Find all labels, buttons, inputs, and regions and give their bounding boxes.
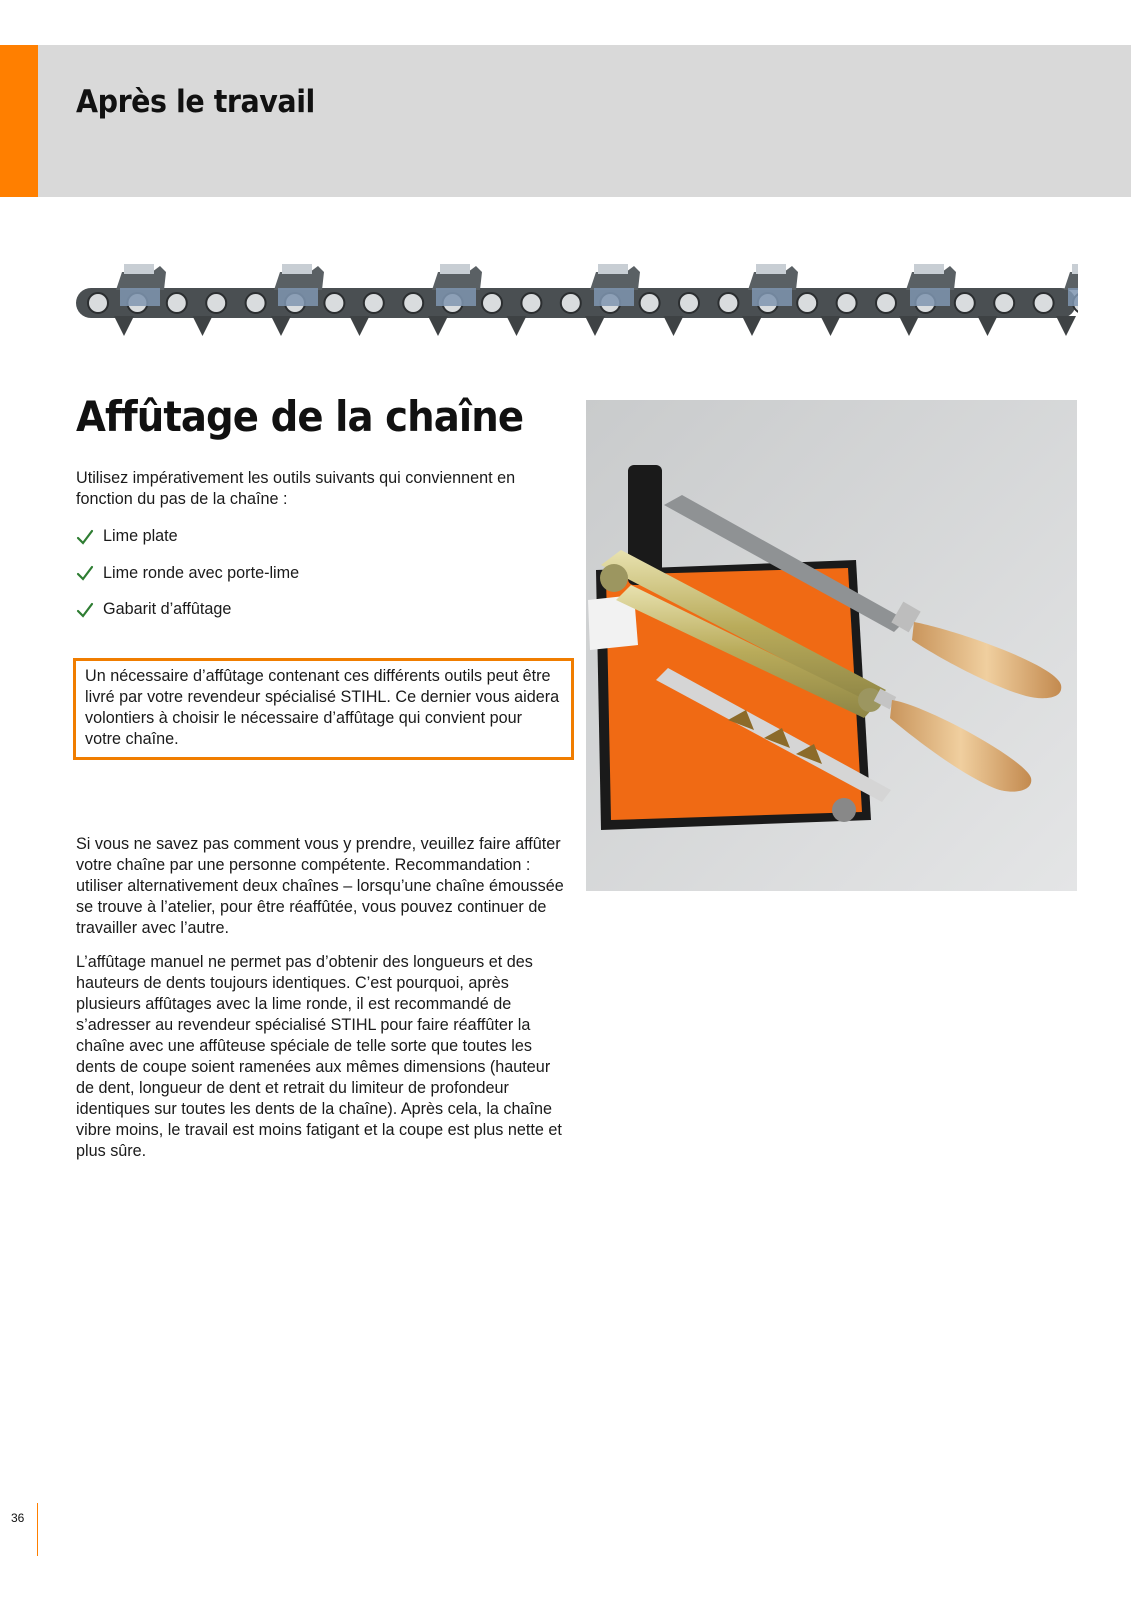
notice-box: [73, 658, 574, 760]
header-band: [0, 45, 1131, 197]
page-title: Après le travail: [76, 84, 315, 120]
tool-checklist: [76, 526, 556, 636]
checklist-item: [76, 526, 556, 547]
checklist-item-label: Lime plate: [103, 527, 178, 545]
check-icon: [76, 528, 94, 546]
page-number: 36: [11, 1511, 25, 1525]
notice-text: Un nécessaire d’affûtage contenant ces différents outils peut être livré par votre revendeur spécialisé STIHL. Ce dernier vous aidera volontiers à choisir le nécessaire d’affûtage qui convient pour votre chaîne.: [85, 667, 560, 748]
body-paragraph: Si vous ne savez pas comment vous y prendre, veuillez faire affûter votre chaîne par une personne compétente. Recommandation : utiliser alternativement deux chaînes – lorsqu’une chaîne émoussée se trouve à l’atelier, pour être réaffûtée, vous pouvez continuer de travailler avec l’autre.: [76, 835, 564, 937]
saw-chain-illustration: [74, 236, 1078, 364]
section-title: Affûtage de la chaîne: [76, 392, 524, 441]
checklist-item: [76, 563, 556, 584]
checklist-item-label: Lime ronde avec porte-lime: [103, 563, 300, 582]
check-icon: [76, 601, 94, 619]
intro-text: Utilisez impérativement les outils suivants qui conviennent en fonction du pas de la chaîne :: [76, 469, 516, 508]
sharpening-kit-photo: [586, 400, 1077, 891]
header-accent-bar: [0, 45, 38, 197]
check-icon: [76, 564, 94, 582]
body-paragraph: L’affûtage manuel ne permet pas d’obtenir des longueurs et des hauteurs de dents toujours identiques. C’est pourquoi, après plusieurs affûtages avec la lime ronde, il est recommandé de s’adresser au revendeur spécialisé STIHL pour faire réaffûter la chaîne avec une affûteuse spéciale de telle sorte que toutes les dents de coupe soient ramenées aux mêmes dimensions (hauteur de dent, longueur de dent et retrait du limiteur de profondeur identiques sur toutes les dents de la chaîne). Après cela, la chaîne vibre moins, le travail est moins fatigant et la coupe est plus nette et plus sûre.: [76, 953, 562, 1160]
checklist-item: [76, 599, 556, 620]
page-number-rule: [37, 1503, 38, 1556]
checklist-item-label: Gabarit d’affûtage: [103, 600, 232, 618]
